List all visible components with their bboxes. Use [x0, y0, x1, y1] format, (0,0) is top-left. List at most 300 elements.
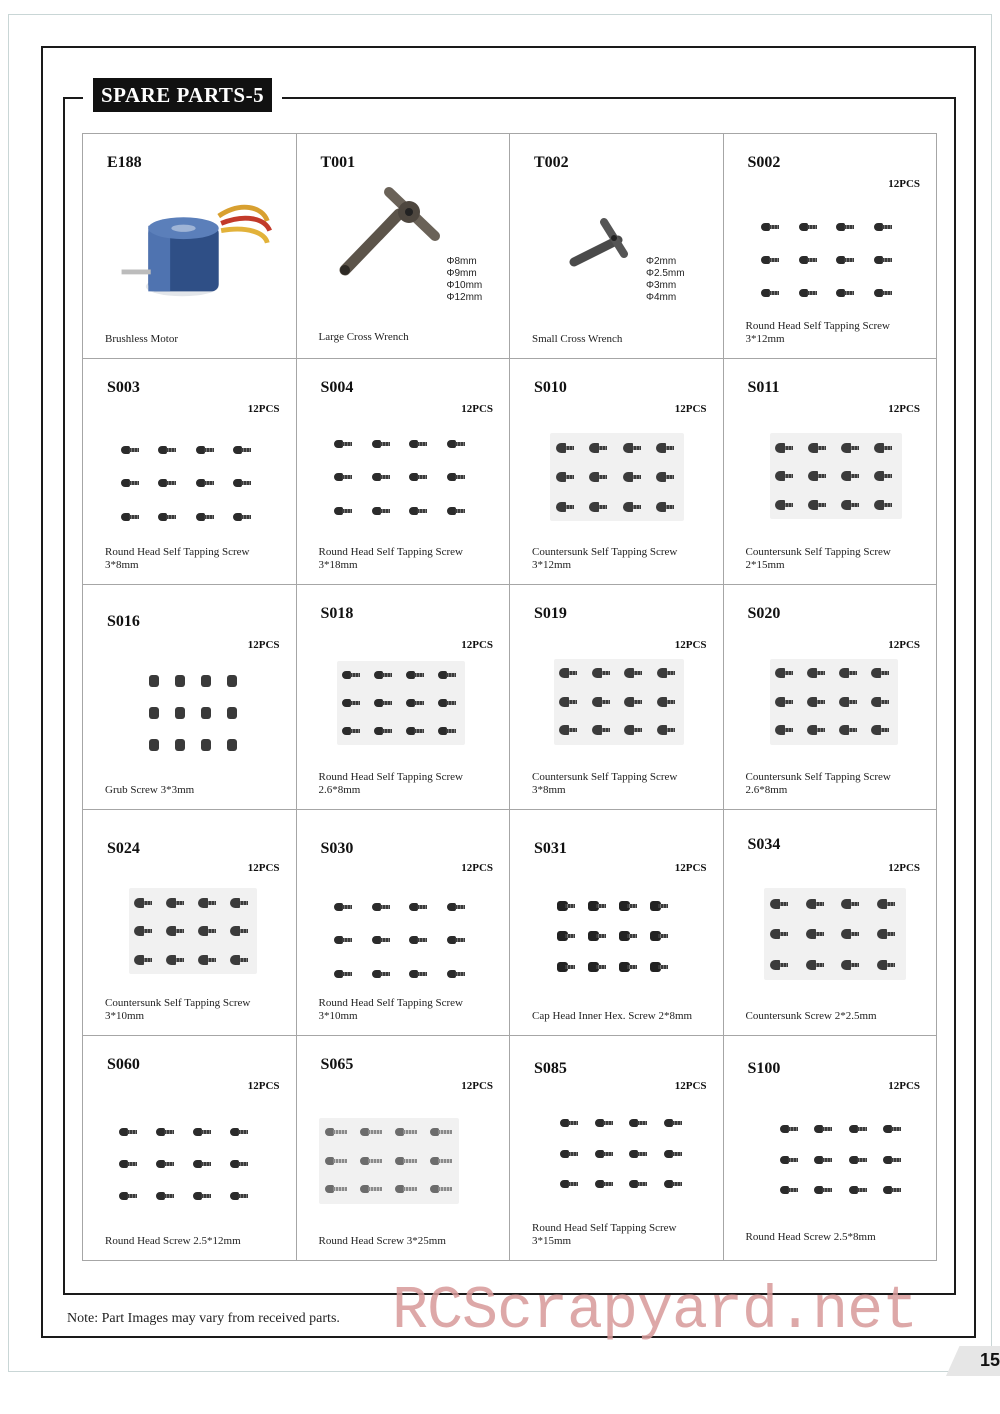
part-quantity: 12PCS — [247, 403, 280, 416]
part-cell-s100 — [724, 1036, 938, 1261]
screw-icon — [193, 1126, 215, 1138]
screw-icon — [814, 1123, 836, 1135]
screw-icon — [374, 697, 396, 709]
screw-icon — [629, 1148, 651, 1160]
screw-icon — [623, 501, 645, 513]
screw-icon — [134, 897, 156, 909]
screw-icon — [372, 901, 394, 913]
part-cell-s018 — [297, 585, 511, 810]
screws-image — [550, 433, 684, 521]
part-quantity: 12PCS — [674, 638, 707, 651]
screw-icon — [119, 1126, 141, 1138]
screw-icon — [871, 724, 893, 736]
screw-icon — [334, 505, 356, 517]
part-cell-t002 — [510, 134, 724, 359]
screw-icon — [595, 1178, 617, 1190]
part-quantity: 12PCS — [461, 862, 493, 875]
screw-icon — [438, 669, 460, 681]
screws-image — [141, 665, 245, 761]
screw-icon — [839, 724, 861, 736]
grub-screw-icon — [201, 707, 211, 719]
screw-icon — [806, 898, 828, 910]
part-quantity: 12PCS — [461, 403, 493, 416]
part-description: Round Head Self Tapping Screw 3*8mm — [105, 545, 250, 571]
large-cross-wrench-image — [327, 184, 467, 284]
part-code: E188 — [107, 154, 142, 171]
screw-icon — [325, 1126, 347, 1138]
part-description: Large Cross Wrench — [318, 331, 409, 344]
screw-icon — [664, 1148, 686, 1160]
screws-image — [113, 433, 263, 533]
part-cell-s085 — [510, 1036, 724, 1261]
screw-icon — [808, 442, 830, 454]
screw-icon — [839, 667, 861, 679]
screw-icon — [166, 954, 188, 966]
part-cell-t001 — [297, 134, 511, 359]
grub-screw-icon — [175, 707, 185, 719]
grub-screw-icon — [175, 739, 185, 751]
wrench-size: Φ8mm — [446, 256, 477, 267]
grub-screw-icon — [227, 707, 237, 719]
part-description: Round Head Screw 2.5*8mm — [745, 1230, 876, 1243]
screw-icon — [334, 934, 356, 946]
screw-icon — [447, 471, 469, 483]
part-quantity: 12PCS — [247, 638, 280, 651]
screw-icon — [883, 1184, 905, 1196]
screw-icon — [874, 287, 896, 299]
part-code: T001 — [320, 154, 356, 171]
screw-icon — [374, 669, 396, 681]
screw-icon — [836, 254, 858, 266]
part-cell-s031 — [510, 810, 724, 1035]
screw-icon — [761, 254, 783, 266]
screw-icon — [657, 667, 679, 679]
screw-icon — [409, 438, 431, 450]
screw-icon — [874, 254, 896, 266]
part-cell-s002 — [724, 134, 938, 359]
part-cell-s020 — [724, 585, 938, 810]
screw-icon — [158, 477, 180, 489]
screw-icon — [166, 925, 188, 937]
part-code: S019 — [534, 604, 567, 622]
wrench-size: Φ2mm — [646, 256, 677, 267]
screw-icon — [619, 930, 641, 942]
screw-icon — [657, 696, 679, 708]
screw-icon — [761, 221, 783, 233]
grub-screw-icon — [149, 739, 159, 751]
screw-icon — [841, 470, 863, 482]
screw-icon — [841, 959, 863, 971]
screw-icon — [158, 511, 180, 523]
screw-icon — [430, 1126, 452, 1138]
part-cell-s034 — [724, 810, 938, 1035]
screw-icon — [230, 925, 252, 937]
screw-icon — [799, 221, 821, 233]
part-description: Round Head Self Tapping Screw 3*10mm — [318, 996, 463, 1022]
part-cell-s024 — [83, 810, 297, 1035]
part-quantity: 12PCS — [247, 862, 280, 875]
part-code: S018 — [320, 604, 354, 622]
screw-icon — [849, 1184, 871, 1196]
screw-icon — [342, 725, 364, 737]
screw-icon — [877, 959, 899, 971]
screw-icon — [430, 1155, 452, 1167]
screw-icon — [196, 477, 218, 489]
screw-icon — [409, 505, 431, 517]
screw-icon — [409, 901, 431, 913]
screw-icon — [447, 968, 469, 980]
part-cell-s010 — [510, 359, 724, 584]
part-quantity: 12PCS — [888, 638, 920, 651]
part-cell-s003 — [83, 359, 297, 584]
screw-icon — [156, 1126, 178, 1138]
part-code: S100 — [747, 1059, 781, 1077]
part-description: Round Head Screw 2.5*12mm — [105, 1234, 241, 1247]
screw-icon — [841, 898, 863, 910]
screw-icon — [230, 1158, 252, 1170]
wrench-size: Φ9mm — [446, 268, 477, 279]
wrench-size: Φ2.5mm — [646, 268, 685, 279]
screw-icon — [836, 287, 858, 299]
screw-icon — [841, 442, 863, 454]
screw-icon — [372, 471, 394, 483]
screw-icon — [193, 1190, 215, 1202]
part-quantity: 12PCS — [888, 1079, 920, 1092]
part-description: Round Head Self Tapping Screw 2.6*8mm — [318, 771, 463, 797]
screw-icon — [807, 724, 829, 736]
screw-icon — [871, 696, 893, 708]
part-code: S016 — [107, 612, 140, 630]
screws-image — [554, 1108, 692, 1200]
screws-image — [554, 659, 684, 745]
screw-icon — [780, 1184, 802, 1196]
screw-icon — [447, 438, 469, 450]
part-cell-s065 — [297, 1036, 511, 1261]
screws-image — [754, 210, 904, 310]
screw-icon — [836, 221, 858, 233]
grub-screw-icon — [175, 675, 185, 687]
part-code: S020 — [747, 604, 781, 622]
part-quantity: 12PCS — [888, 178, 920, 190]
part-quantity: 12PCS — [888, 403, 920, 416]
screw-icon — [877, 898, 899, 910]
screw-icon — [134, 925, 156, 937]
part-code: T002 — [534, 154, 569, 171]
screw-icon — [592, 667, 614, 679]
screw-icon — [230, 954, 252, 966]
screws-image — [764, 888, 906, 980]
screw-icon — [656, 471, 678, 483]
screw-icon — [121, 444, 143, 456]
screws-image — [327, 427, 477, 527]
part-description: Countersunk Self Tapping Screw 3*10mm — [105, 996, 251, 1022]
screws-image — [129, 888, 257, 974]
part-description: Small Cross Wrench — [532, 333, 623, 346]
screw-icon — [656, 442, 678, 454]
screw-icon — [589, 501, 611, 513]
screw-icon — [556, 442, 578, 454]
screw-icon — [196, 511, 218, 523]
part-cell-s004 — [297, 359, 511, 584]
brushless-motor-image — [107, 184, 277, 304]
part-code: S011 — [747, 379, 780, 397]
screw-icon — [447, 934, 469, 946]
screw-icon — [589, 471, 611, 483]
screw-icon — [372, 505, 394, 517]
part-description: Countersunk Screw 2*2.5mm — [745, 1009, 877, 1022]
screw-icon — [629, 1117, 651, 1129]
screw-icon — [360, 1183, 382, 1195]
part-cell-s019 — [510, 585, 724, 810]
screw-icon — [438, 697, 460, 709]
screw-icon — [342, 697, 364, 709]
screw-icon — [814, 1154, 836, 1166]
screw-icon — [334, 471, 356, 483]
screw-icon — [134, 954, 156, 966]
screw-icon — [230, 1190, 252, 1202]
screw-icon — [623, 442, 645, 454]
section-title — [83, 78, 282, 114]
footer-note: Note: Part Images may vary from received parts. — [67, 1311, 340, 1326]
wrench-size: Φ12mm — [446, 292, 483, 303]
part-code: S002 — [747, 154, 781, 171]
part-cell-s011 — [724, 359, 938, 584]
screw-icon — [808, 499, 830, 511]
part-quantity: 12PCS — [461, 1079, 493, 1092]
part-quantity: 12PCS — [461, 638, 493, 651]
part-cell-s060 — [83, 1036, 297, 1261]
screw-icon — [395, 1126, 417, 1138]
screws-image — [774, 1114, 912, 1206]
screw-icon — [372, 968, 394, 980]
screw-icon — [656, 501, 678, 513]
screw-icon — [650, 961, 672, 973]
screw-icon — [595, 1148, 617, 1160]
wrench-size: Φ3mm — [646, 280, 677, 291]
screw-icon — [230, 1126, 252, 1138]
screw-icon — [883, 1154, 905, 1166]
part-code: S085 — [534, 1059, 567, 1077]
screw-icon — [559, 724, 581, 736]
grub-screw-icon — [227, 739, 237, 751]
screw-icon — [559, 696, 581, 708]
screw-icon — [775, 696, 797, 708]
screw-icon — [447, 901, 469, 913]
screw-icon — [849, 1154, 871, 1166]
screw-icon — [841, 928, 863, 940]
part-description: Round Head Self Tapping Screw 3*15mm — [532, 1221, 677, 1247]
screw-icon — [775, 499, 797, 511]
screws-image — [770, 659, 898, 745]
part-code: S004 — [320, 379, 354, 397]
screw-icon — [334, 438, 356, 450]
screw-icon — [619, 900, 641, 912]
screw-icon — [557, 930, 579, 942]
part-description: Brushless Motor — [105, 333, 179, 346]
screw-icon — [559, 667, 581, 679]
screw-icon — [588, 930, 610, 942]
screw-icon — [409, 934, 431, 946]
screw-icon — [780, 1154, 802, 1166]
grub-screw-icon — [149, 707, 159, 719]
watermark: RCScrapyard.net — [392, 1278, 918, 1346]
screw-icon — [874, 499, 896, 511]
screws-image — [337, 661, 465, 745]
screw-icon — [650, 900, 672, 912]
screw-icon — [664, 1178, 686, 1190]
screw-icon — [395, 1155, 417, 1167]
screw-icon — [395, 1183, 417, 1195]
part-description: Grub Screw 3*3mm — [105, 784, 195, 797]
screw-icon — [156, 1158, 178, 1170]
screw-icon — [807, 667, 829, 679]
screw-icon — [556, 471, 578, 483]
screw-icon — [874, 221, 896, 233]
part-cell-s016 — [83, 585, 297, 810]
screw-icon — [158, 444, 180, 456]
screw-icon — [657, 724, 679, 736]
screw-icon — [325, 1183, 347, 1195]
part-quantity: 12PCS — [247, 1079, 280, 1092]
screw-icon — [624, 724, 646, 736]
screw-icon — [230, 897, 252, 909]
screw-icon — [775, 470, 797, 482]
part-description: Round Head Self Tapping Screw 3*18mm — [318, 545, 463, 571]
screw-icon — [664, 1117, 686, 1129]
part-code: S065 — [320, 1055, 354, 1073]
wrench-sizes — [646, 256, 685, 304]
part-quantity: 12PCS — [674, 1079, 707, 1092]
section-title-text: SPARE PARTS-5 — [93, 78, 272, 112]
screw-icon — [198, 925, 220, 937]
part-code: S010 — [534, 379, 567, 397]
part-description: Countersunk Self Tapping Screw 2.6*8mm — [745, 771, 891, 797]
grub-screw-icon — [227, 675, 237, 687]
screw-icon — [556, 501, 578, 513]
screw-icon — [156, 1190, 178, 1202]
page-number: 15 — [980, 1350, 1000, 1370]
screw-icon — [814, 1184, 836, 1196]
screw-icon — [193, 1158, 215, 1170]
screw-icon — [121, 511, 143, 523]
part-cell-s030 — [297, 810, 511, 1035]
screw-icon — [198, 954, 220, 966]
part-quantity: 12PCS — [888, 862, 920, 875]
screw-icon — [623, 471, 645, 483]
screw-icon — [374, 725, 396, 737]
screw-icon — [406, 697, 428, 709]
screw-icon — [871, 667, 893, 679]
screw-icon — [409, 968, 431, 980]
wrench-size: Φ10mm — [446, 280, 483, 291]
screw-icon — [334, 901, 356, 913]
screw-icon — [775, 724, 797, 736]
screw-icon — [334, 968, 356, 980]
screw-icon — [557, 900, 579, 912]
screw-icon — [841, 499, 863, 511]
part-code: S034 — [747, 836, 781, 854]
part-description: Countersunk Self Tapping Screw 2*15mm — [745, 545, 891, 571]
screw-icon — [121, 477, 143, 489]
part-description: Countersunk Self Tapping Screw 3*8mm — [532, 771, 678, 797]
grub-screw-icon — [201, 739, 211, 751]
screw-icon — [409, 471, 431, 483]
screw-icon — [430, 1183, 452, 1195]
screw-icon — [342, 669, 364, 681]
screw-icon — [770, 928, 792, 940]
part-code: S003 — [107, 379, 140, 397]
screw-icon — [806, 959, 828, 971]
part-description: Cap Head Inner Hex. Screw 2*8mm — [532, 1009, 693, 1022]
screw-icon — [780, 1123, 802, 1135]
screw-icon — [806, 928, 828, 940]
screw-icon — [877, 928, 899, 940]
screws-image — [319, 1118, 459, 1204]
screw-icon — [874, 442, 896, 454]
screw-icon — [406, 725, 428, 737]
screw-icon — [849, 1123, 871, 1135]
screw-icon — [775, 442, 797, 454]
screw-icon — [761, 287, 783, 299]
part-code: S024 — [107, 840, 140, 858]
screw-icon — [592, 696, 614, 708]
screw-icon — [770, 959, 792, 971]
screw-icon — [360, 1155, 382, 1167]
screw-icon — [624, 696, 646, 708]
part-code: S060 — [107, 1055, 140, 1073]
screw-icon — [233, 477, 255, 489]
screws-image — [327, 890, 477, 990]
screw-icon — [595, 1117, 617, 1129]
screw-icon — [770, 898, 792, 910]
screws-image — [552, 890, 676, 982]
screw-icon — [196, 444, 218, 456]
screw-icon — [372, 934, 394, 946]
wrench-sizes — [447, 256, 483, 304]
screw-icon — [447, 505, 469, 517]
screw-icon — [166, 897, 188, 909]
screw-icon — [874, 470, 896, 482]
part-code: S030 — [320, 840, 354, 858]
screw-icon — [372, 438, 394, 450]
screw-icon — [592, 724, 614, 736]
screw-icon — [325, 1155, 347, 1167]
part-code: S031 — [534, 840, 567, 858]
part-cell-e188 — [83, 134, 297, 359]
screw-icon — [799, 254, 821, 266]
screw-icon — [624, 667, 646, 679]
screw-icon — [619, 961, 641, 973]
screw-icon — [119, 1190, 141, 1202]
screw-icon — [799, 287, 821, 299]
screw-icon — [233, 444, 255, 456]
screw-icon — [588, 900, 610, 912]
screw-icon — [557, 961, 579, 973]
screws-image — [111, 1116, 259, 1212]
screw-icon — [560, 1148, 582, 1160]
screw-icon — [629, 1178, 651, 1190]
screw-icon — [588, 961, 610, 973]
part-quantity: 12PCS — [674, 862, 707, 875]
screw-icon — [198, 897, 220, 909]
screw-icon — [360, 1126, 382, 1138]
part-quantity: 12PCS — [674, 403, 707, 416]
screw-icon — [560, 1117, 582, 1129]
screws-image — [770, 433, 902, 519]
screw-icon — [883, 1123, 905, 1135]
part-description: Round Head Self Tapping Screw 3*12mm — [745, 320, 890, 346]
wrench-size: Φ4mm — [646, 292, 677, 303]
